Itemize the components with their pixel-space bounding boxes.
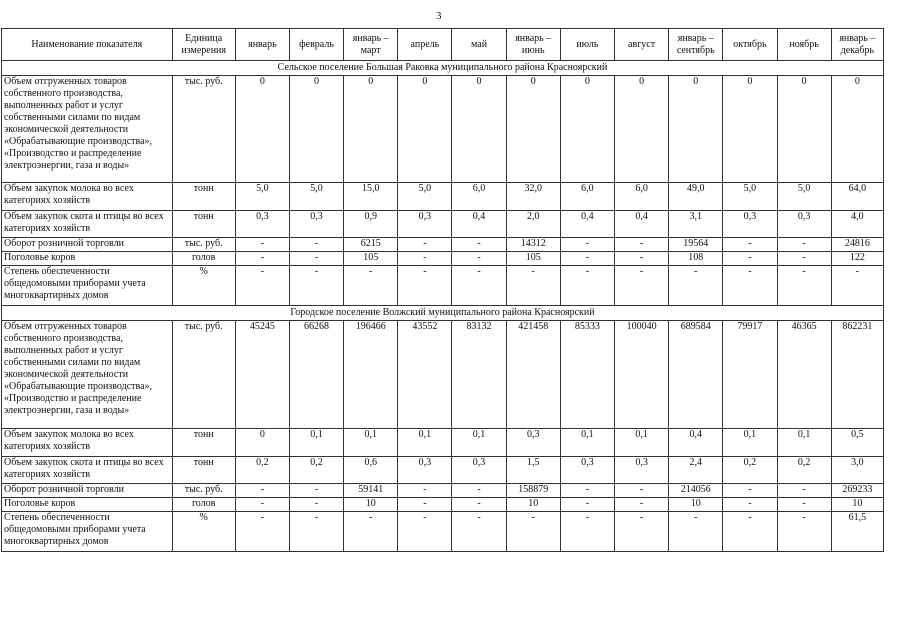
header-name: Наименование показателя bbox=[2, 29, 173, 61]
indicator-value: 2,4 bbox=[669, 457, 723, 484]
indicator-value: 5,0 bbox=[398, 183, 452, 211]
indicator-unit: тонн bbox=[172, 429, 235, 457]
indicator-value: - bbox=[506, 266, 560, 306]
indicator-value: 59141 bbox=[344, 484, 398, 498]
indicator-value: - bbox=[723, 512, 777, 552]
indicator-value: - bbox=[777, 266, 831, 306]
indicator-unit: тыс. руб. bbox=[172, 321, 235, 429]
indicator-value: 2,0 bbox=[506, 211, 560, 238]
indicator-value: 105 bbox=[344, 252, 398, 266]
indicator-unit: тыс. руб. bbox=[172, 238, 235, 252]
indicator-value: 0,1 bbox=[723, 429, 777, 457]
indicator-value: 105 bbox=[506, 252, 560, 266]
indicator-value: - bbox=[560, 484, 614, 498]
indicator-value: - bbox=[289, 484, 343, 498]
indicator-value: 0 bbox=[723, 76, 777, 183]
indicator-name: Объем отгруженных товаров собственного производства, выполненных работ и услуг собственными силами по видам экономической деятельности «Обрабатывающие производства», «Производство и распределение электроэнергии, газа и воды» bbox=[2, 76, 173, 183]
indicator-value: - bbox=[289, 512, 343, 552]
indicator-unit: % bbox=[172, 512, 235, 552]
indicator-unit: тонн bbox=[172, 183, 235, 211]
indicator-value: 5,0 bbox=[723, 183, 777, 211]
indicator-value: 5,0 bbox=[777, 183, 831, 211]
indicator-value: 10 bbox=[669, 498, 723, 512]
indicator-value: 32,0 bbox=[506, 183, 560, 211]
indicator-value: - bbox=[669, 266, 723, 306]
indicator-value: 0,1 bbox=[560, 429, 614, 457]
indicator-name: Оборот розничной торговли bbox=[2, 484, 173, 498]
header-month: январь – сентябрь bbox=[669, 29, 723, 61]
indicator-value: 10 bbox=[831, 498, 883, 512]
indicator-unit: голов bbox=[172, 252, 235, 266]
indicator-value: 43552 bbox=[398, 321, 452, 429]
table-row bbox=[2, 266, 884, 306]
indicator-value: 1,5 bbox=[506, 457, 560, 484]
indicator-value: 0 bbox=[289, 76, 343, 183]
indicator-value: 0,9 bbox=[344, 211, 398, 238]
indicator-value: 0,2 bbox=[235, 457, 289, 484]
indicator-name: Объем закупок скота и птицы во всех категориях хозяйств bbox=[2, 457, 173, 484]
indicator-value: 0 bbox=[614, 76, 668, 183]
indicator-value: - bbox=[723, 498, 777, 512]
indicator-value: - bbox=[614, 266, 668, 306]
indicator-value: 0,3 bbox=[398, 211, 452, 238]
indicator-value: 214056 bbox=[669, 484, 723, 498]
indicator-value: 0,4 bbox=[669, 429, 723, 457]
indicator-value: 0,3 bbox=[560, 457, 614, 484]
indicator-value: 6,0 bbox=[614, 183, 668, 211]
indicator-value: - bbox=[235, 484, 289, 498]
indicator-value: - bbox=[452, 266, 506, 306]
indicator-value: - bbox=[777, 498, 831, 512]
indicator-name: Поголовье коров bbox=[2, 252, 173, 266]
indicator-value: - bbox=[777, 484, 831, 498]
indicator-value: - bbox=[560, 252, 614, 266]
indicator-value: 0,1 bbox=[398, 429, 452, 457]
header-month: январь – декабрь bbox=[831, 29, 883, 61]
indicator-value: 0 bbox=[831, 76, 883, 183]
indicator-unit: тыс. руб. bbox=[172, 484, 235, 498]
indicator-value: - bbox=[289, 498, 343, 512]
indicator-value: 85333 bbox=[560, 321, 614, 429]
indicator-unit: голов bbox=[172, 498, 235, 512]
indicator-value: - bbox=[398, 484, 452, 498]
section-title-row bbox=[2, 306, 884, 321]
indicator-value: 0,4 bbox=[560, 211, 614, 238]
indicator-value: - bbox=[614, 498, 668, 512]
header-month: июль bbox=[560, 29, 614, 61]
indicator-value: 0,1 bbox=[614, 429, 668, 457]
indicator-value: 0,3 bbox=[614, 457, 668, 484]
table-row bbox=[2, 76, 884, 183]
table-row bbox=[2, 211, 884, 238]
indicator-value: 3,1 bbox=[669, 211, 723, 238]
header-month: февраль bbox=[289, 29, 343, 61]
indicator-value: 0,1 bbox=[289, 429, 343, 457]
header-month: январь – июнь bbox=[506, 29, 560, 61]
indicator-value: 83132 bbox=[452, 321, 506, 429]
indicator-name: Объем закупок молока во всех категориях хозяйств bbox=[2, 183, 173, 211]
indicator-value: - bbox=[452, 512, 506, 552]
table-row bbox=[2, 238, 884, 252]
indicator-value: - bbox=[560, 498, 614, 512]
indicator-value: 0,4 bbox=[614, 211, 668, 238]
indicator-value: 0 bbox=[235, 429, 289, 457]
table-row bbox=[2, 321, 884, 429]
indicator-name: Оборот розничной торговли bbox=[2, 238, 173, 252]
indicator-value: 3,0 bbox=[831, 457, 883, 484]
section-title: Городское поселение Волжский муниципального района Красноярский bbox=[2, 306, 884, 321]
table-row bbox=[2, 429, 884, 457]
indicator-value: - bbox=[452, 252, 506, 266]
indicator-value: - bbox=[614, 252, 668, 266]
indicator-value: 862231 bbox=[831, 321, 883, 429]
indicator-value: 24816 bbox=[831, 238, 883, 252]
indicator-value: 0,1 bbox=[777, 429, 831, 457]
indicator-value: - bbox=[398, 266, 452, 306]
indicator-value: 0 bbox=[235, 76, 289, 183]
indicator-value: 100040 bbox=[614, 321, 668, 429]
indicator-value: 0,3 bbox=[506, 429, 560, 457]
indicator-value: 0 bbox=[669, 76, 723, 183]
indicator-value: 689584 bbox=[669, 321, 723, 429]
indicator-value: - bbox=[398, 252, 452, 266]
indicator-value: 5,0 bbox=[289, 183, 343, 211]
indicator-value: 10 bbox=[344, 498, 398, 512]
indicator-value: - bbox=[235, 266, 289, 306]
table-row bbox=[2, 512, 884, 552]
indicator-name: Поголовье коров bbox=[2, 498, 173, 512]
indicator-value: 269233 bbox=[831, 484, 883, 498]
indicator-value: - bbox=[235, 252, 289, 266]
indicator-value: - bbox=[614, 512, 668, 552]
indicator-value: 15,0 bbox=[344, 183, 398, 211]
indicator-value: 0 bbox=[452, 76, 506, 183]
indicator-value: 0,2 bbox=[777, 457, 831, 484]
table-row bbox=[2, 484, 884, 498]
indicator-name: Объем закупок скота и птицы во всех категориях хозяйств bbox=[2, 211, 173, 238]
indicator-value: 10 bbox=[506, 498, 560, 512]
indicator-value: 0 bbox=[398, 76, 452, 183]
indicator-value: - bbox=[235, 512, 289, 552]
indicator-value: 0,3 bbox=[398, 457, 452, 484]
header-month: ноябрь bbox=[777, 29, 831, 61]
indicator-value: - bbox=[831, 266, 883, 306]
indicator-value: 0 bbox=[777, 76, 831, 183]
indicator-value: 0,3 bbox=[723, 211, 777, 238]
indicator-value: - bbox=[452, 238, 506, 252]
indicator-value: 0,1 bbox=[452, 429, 506, 457]
indicator-value: 4,0 bbox=[831, 211, 883, 238]
table-row bbox=[2, 183, 884, 211]
table-row bbox=[2, 457, 884, 484]
indicator-value: - bbox=[344, 512, 398, 552]
indicator-value: - bbox=[452, 498, 506, 512]
indicator-value: 0,2 bbox=[289, 457, 343, 484]
indicator-value: 0 bbox=[560, 76, 614, 183]
indicator-value: - bbox=[289, 266, 343, 306]
header-month: октябрь bbox=[723, 29, 777, 61]
indicator-value: - bbox=[289, 238, 343, 252]
header-month: январь – март bbox=[344, 29, 398, 61]
indicator-unit: тонн bbox=[172, 211, 235, 238]
indicator-value: - bbox=[452, 484, 506, 498]
indicator-value: - bbox=[398, 238, 452, 252]
table-row bbox=[2, 252, 884, 266]
indicator-value: 46365 bbox=[777, 321, 831, 429]
header-month: август bbox=[614, 29, 668, 61]
indicator-value: 49,0 bbox=[669, 183, 723, 211]
indicator-value: 0,3 bbox=[289, 211, 343, 238]
section-title-row bbox=[2, 61, 884, 76]
indicator-name: Степень обеспеченности общедомовыми приборами учета многоквартирных домов bbox=[2, 512, 173, 552]
indicator-value: - bbox=[344, 266, 398, 306]
indicator-value: 0,3 bbox=[452, 457, 506, 484]
indicator-value: 0,5 bbox=[831, 429, 883, 457]
indicator-value: - bbox=[723, 484, 777, 498]
indicator-unit: тонн bbox=[172, 457, 235, 484]
indicator-value: - bbox=[560, 266, 614, 306]
indicator-value: 421458 bbox=[506, 321, 560, 429]
header-month: май bbox=[452, 29, 506, 61]
indicator-value: - bbox=[777, 238, 831, 252]
indicator-name: Объем закупок молока во всех категориях хозяйств bbox=[2, 429, 173, 457]
indicator-value: - bbox=[398, 498, 452, 512]
indicator-value: - bbox=[560, 512, 614, 552]
indicator-value: 0,1 bbox=[344, 429, 398, 457]
indicator-value: 108 bbox=[669, 252, 723, 266]
indicator-value: 64,0 bbox=[831, 183, 883, 211]
section-title: Сельское поселение Большая Раковка муниципального района Красноярский bbox=[2, 61, 884, 76]
indicator-value: 0,6 bbox=[344, 457, 398, 484]
indicator-value: 0,2 bbox=[723, 457, 777, 484]
indicator-value: 122 bbox=[831, 252, 883, 266]
indicator-value: 158879 bbox=[506, 484, 560, 498]
indicator-value: 45245 bbox=[235, 321, 289, 429]
header-month: апрель bbox=[398, 29, 452, 61]
indicator-value: - bbox=[777, 512, 831, 552]
table-row bbox=[2, 498, 884, 512]
indicator-name: Объем отгруженных товаров собственного производства, выполненных работ и услуг собственными силами по видам экономической деятельности «Обрабатывающие производства», «Производство и распределение электроэнергии, газа и воды» bbox=[2, 321, 173, 429]
header-row bbox=[2, 29, 884, 61]
indicator-value: 79917 bbox=[723, 321, 777, 429]
header-month: январь bbox=[235, 29, 289, 61]
indicator-value: 0,3 bbox=[777, 211, 831, 238]
page-number: 3 bbox=[436, 10, 442, 22]
indicator-value: 6215 bbox=[344, 238, 398, 252]
indicator-value: 0 bbox=[506, 76, 560, 183]
indicator-value: 196466 bbox=[344, 321, 398, 429]
indicator-value: - bbox=[669, 512, 723, 552]
indicator-value: 66268 bbox=[289, 321, 343, 429]
indicator-value: 61,5 bbox=[831, 512, 883, 552]
indicator-value: - bbox=[723, 238, 777, 252]
indicator-value: - bbox=[614, 484, 668, 498]
indicator-value: - bbox=[777, 252, 831, 266]
indicator-value: - bbox=[398, 512, 452, 552]
indicator-value: 0 bbox=[344, 76, 398, 183]
indicator-value: 6,0 bbox=[452, 183, 506, 211]
indicator-value: 0,3 bbox=[235, 211, 289, 238]
indicator-value: - bbox=[235, 238, 289, 252]
indicator-value: 19564 bbox=[669, 238, 723, 252]
indicator-value: 6,0 bbox=[560, 183, 614, 211]
indicator-value: - bbox=[723, 266, 777, 306]
indicator-value: - bbox=[289, 252, 343, 266]
indicator-unit: % bbox=[172, 266, 235, 306]
indicator-value: - bbox=[614, 238, 668, 252]
indicator-value: 14312 bbox=[506, 238, 560, 252]
indicator-name: Степень обеспеченности общедомовыми приборами учета многоквартирных домов bbox=[2, 266, 173, 306]
indicator-value: - bbox=[560, 238, 614, 252]
indicator-value: - bbox=[235, 498, 289, 512]
indicators-table bbox=[1, 28, 884, 552]
indicator-value: 5,0 bbox=[235, 183, 289, 211]
indicator-unit: тыс. руб. bbox=[172, 76, 235, 183]
indicator-value: - bbox=[723, 252, 777, 266]
header-unit: Единица измерения bbox=[172, 29, 235, 61]
indicator-value: 0,4 bbox=[452, 211, 506, 238]
indicator-value: - bbox=[506, 512, 560, 552]
